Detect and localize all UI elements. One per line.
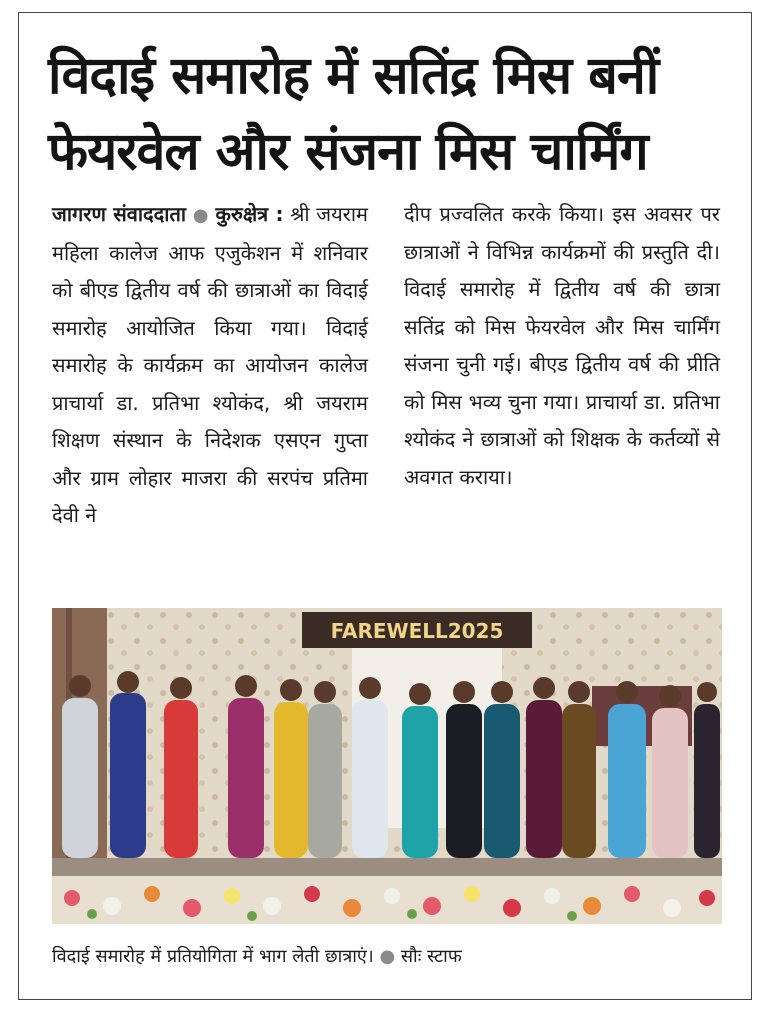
caption-text: विदाई समारोह में प्रतियोगिता में भाग लेती छात्राएं। bbox=[52, 946, 374, 967]
photo-caption bbox=[52, 944, 722, 970]
photo-banner-text: FAREWELL2025 bbox=[330, 619, 504, 643]
flower-decoration bbox=[52, 876, 722, 924]
caption-credit: सौः स्टाफ bbox=[400, 946, 462, 967]
bullet-dot-icon: ● bbox=[192, 205, 209, 226]
event-photo bbox=[52, 608, 722, 924]
byline-author: जागरण संवाददाता bbox=[52, 202, 187, 226]
article-column-right bbox=[404, 196, 720, 496]
body-text-left: श्री जयराम महिला कालेज आफ एजुकेशन में शनिवार को बीएड द्वितीय वर्ष की छात्राओं का विदाई समारोह आयोजित किया गया। विदाई समारोह के कार्यक्रम का आयोजन कालेज प्राचार्या डा. प्रतिभा श्योकंद, श्री जयराम शिक्षण संस्थान के निदेशक एसएन गुप्ता और ग्राम लोहार माजरा की सरपंच प्रतिमा देवी ने bbox=[52, 202, 368, 527]
byline-place: कुरुक्षेत्र : bbox=[215, 202, 284, 226]
headline-line-1: विदाई समारोह में सतिंद्र मिस बनीं bbox=[48, 46, 659, 106]
caption-dot-icon: ● bbox=[379, 946, 396, 967]
headline-line-2: फेयरवेल और संजना मिस चार्मिंग bbox=[48, 122, 648, 182]
article-column-left bbox=[52, 196, 368, 535]
body-text-right: दीप प्रज्वलित करके किया। इस अवसर पर छात्राओं ने विभिन्न कार्यक्रमों की प्रस्तुति दी। विदाई समारोह में द्वितीय वर्ष की छात्रा सतिंद्र को मिस फेयरवेल और मिस चार्मिंग संजना चुनी गई। बीएड द्वितीय वर्ष की प्रीति को मिस भव्य चुना गया। प्राचार्या डा. प्रतिभा श्योकंद ने छात्राओं को शिक्षक के कर्तव्यों से अवगत कराया। bbox=[404, 202, 720, 489]
headline bbox=[48, 38, 728, 190]
